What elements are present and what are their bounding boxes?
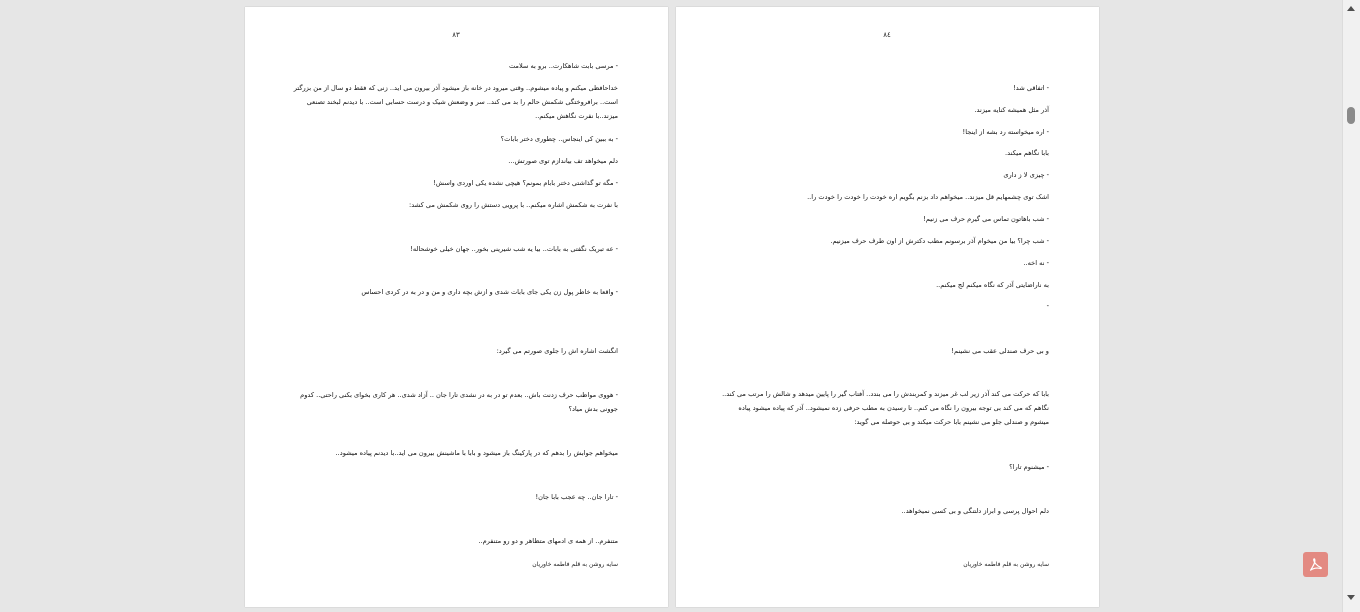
text-line: - — [1046, 302, 1049, 310]
text-line: آذر مثل همیشه کنایه میزند. — [974, 106, 1049, 114]
text-line: دلم میخواهد تف بیاندازم توی صورتش... — [508, 157, 618, 165]
text-paragraph: بابا که حرکت می کند آذر زیر لب غر میزند و کمربندش را می بندد.. آفتاب گیر را پایین میدهد و شالش را مرتب می کند.. نگاهم که می کند بی توجه بیرون را نگاه می کنم.. تا رسیدن به مطب حرفی زده نمیشود.. آذر که پیاده میشود پیاده میشوم و صندلی جلو می نشینم بابا حرکت میکند و بی حوصله می گوید: — [722, 390, 1049, 426]
text-line: متنفرم.. از همه ی ادمهای متظاهر و دو رو متنفرم.. — [478, 537, 618, 545]
scroll-down-arrow-icon[interactable] — [1347, 595, 1355, 600]
text-line: و بی حرف صندلی عقب می نشینم! — [951, 347, 1049, 355]
text-line: - چیزی لا ز داری — [1003, 171, 1049, 179]
text-line: به ناراضایتی آذر که نگاه میکنم لج میکنم.. — [936, 281, 1049, 289]
vertical-scrollbar[interactable] — [1342, 0, 1360, 612]
text-line: انگشت اشاره اش را جلوی صورتم می گیرد: — [496, 347, 618, 355]
text-line: - نه اخه.. — [1023, 259, 1049, 267]
page-84 — [676, 7, 1099, 607]
text-line: دلم احوال پرسی و ابراز دلتنگی و بی کسی نمیخواهد.. — [901, 507, 1049, 515]
page-83 — [245, 7, 668, 607]
text-line: - تارا جان.. چه عجب بابا جان! — [535, 493, 618, 501]
text-line: بابا نگاهم میکند. — [1005, 149, 1049, 157]
text-line: - عه تبریک نگفتی به بابات.. بیا یه شب شیرینی بخور.. جهان خیلی خوشحاله! — [410, 245, 618, 253]
pdf-icon — [1307, 556, 1324, 573]
text-paragraph: - هووی مواظب حرف زدنت باش.. بعدم تو در به در نشدی تارا جان .. آزاد شدی.. هر کاری بخوای بکنی راحتی.. کدوم جوونی بدش میاد؟ — [300, 391, 618, 413]
text-line: با نفرت به شکمش اشاره میکنم.. با پرویی دستش را روی شکمش می کشد: — [409, 201, 618, 209]
text-line: - مگه تو گذاشتی دختر بابام بمونم؟ هیچی نشده یکی اوردی واسش! — [433, 179, 618, 187]
text-line: - میشنوم تارا؟ — [1009, 463, 1049, 471]
pdf-tools-button[interactable] — [1303, 552, 1328, 577]
text-line: میخواهم جوابش را بدهم که در پارکینگ باز میشود و بابا با ماشینش بیرون می اید..با دیدنم پیاده میشود.. — [335, 449, 618, 457]
scroll-up-arrow-icon[interactable] — [1347, 6, 1355, 11]
page-number: ۸۳ — [452, 31, 460, 39]
text-line: - به ببین کی اینجاس.. چطوری دختر بابات؟ — [500, 135, 618, 143]
page-number: ۸٤ — [883, 31, 891, 39]
text-line: - واقعا به خاطر پول زن یکی جای بابات شدی و ازش بچه داری و من و در به در کردی احساس — [361, 288, 618, 296]
text-paragraph: خداحافظی میکنم و پیاده میشوم.. وقتی میرود در خانه باز میشود آذر بیرون می اید.. زنی که فقط دو سال از من بزرگتر است.. برافروختگی شکمش حالم را بد می کند.. سر و وضعش شیک و درست حسابی است.. با دیدنم لبخند تصنعی میزند..با نفرت نگاهش میکنم.. — [293, 84, 618, 120]
text-line: - شب باهاتون تماس می گیرم حرف می زنیم! — [923, 215, 1049, 223]
text-line: - شب چرا؟ بیا من میخوام آذر برسونم مطب دکترش از اون طرف حرف میزنیم. — [830, 237, 1049, 245]
page-footer: سایه روشن به قلم فاطمه خاوریان — [963, 561, 1049, 568]
text-line: - اره میخواسته رد بشه از اینجا! — [962, 128, 1049, 136]
text-line: اشک توی چشمهایم قل میزند.. میخواهم داد بزنم بگویم اره خودت را خودت را خودت را.. — [807, 193, 1049, 201]
page-footer: سایه روشن به قلم فاطمه خاوریان — [532, 561, 618, 568]
text-line: - اتفاقی شد! — [1013, 84, 1049, 92]
scroll-thumb[interactable] — [1347, 107, 1355, 124]
text-line: - مرسی بابت شاهکارت.. برو به سلامت — [508, 62, 618, 70]
